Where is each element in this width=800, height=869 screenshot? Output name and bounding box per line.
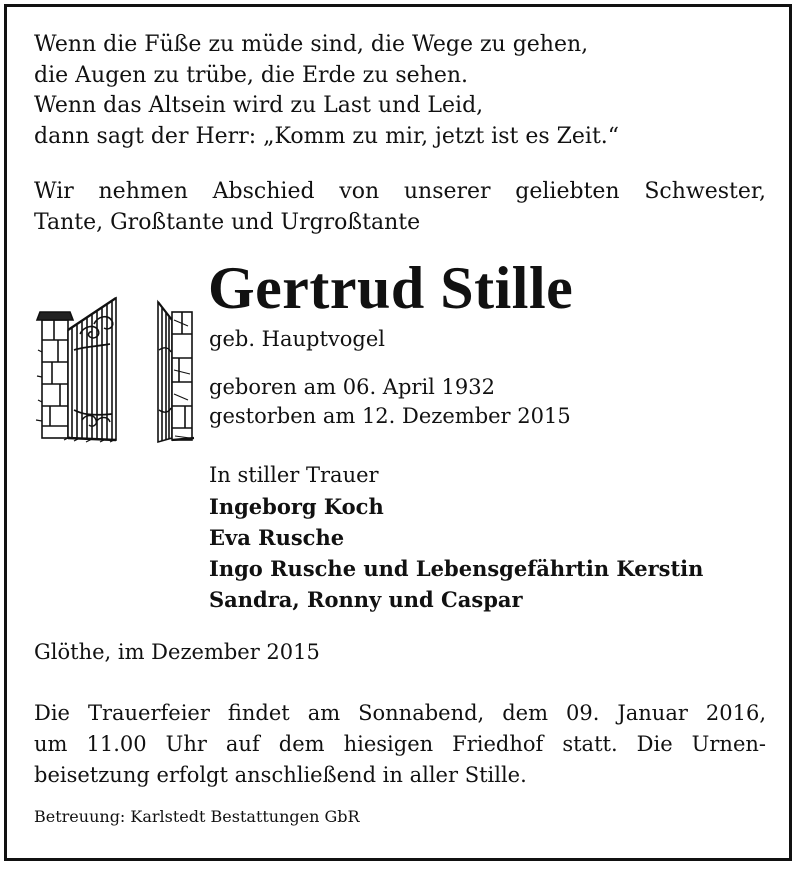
funeral-details-line: beisetzung erfolgt anschließend in aller Stille.	[34, 763, 527, 787]
mourner-name: Eva Rusche	[209, 525, 345, 550]
death-date: gestorben am 12. Dezember 2015	[209, 404, 571, 428]
mourner-name: Ingo Rusche und Lebensgefährtin Kerstin	[209, 556, 704, 581]
poem	[34, 30, 619, 152]
deceased-name: Gertrud Stille	[208, 255, 574, 321]
farewell-intro-line: Wir nehmen Abschied von unserer geliebten Schwester,	[34, 179, 766, 204]
funeral-home-note: Betreuung: Karlstedt Bestattungen GbR	[34, 807, 360, 826]
poem-line: Wenn die Füße zu müde sind, die Wege zu gehen,	[34, 32, 589, 57]
life-dates	[209, 373, 571, 431]
funeral-details-line: um 11.00 Uhr auf dem hiesigen Friedhof statt. Die Urnen-	[34, 732, 766, 756]
farewell-intro	[34, 176, 766, 238]
farewell-intro-line: Tante, Großtante und Urgroßtante	[34, 210, 421, 235]
funeral-details	[34, 698, 766, 791]
birth-date: geboren am 06. April 1932	[209, 375, 496, 399]
funeral-details-line: Die Trauerfeier findet am Sonnabend, dem 09. Januar 2016,	[34, 701, 766, 725]
mourner-name: Ingeborg Koch	[209, 494, 384, 519]
poem-line: die Augen zu trübe, die Erde zu sehen.	[34, 62, 469, 88]
mourners	[209, 460, 703, 615]
mourners-heading: In stiller Trauer	[209, 463, 379, 487]
place-and-date: Glöthe, im Dezember 2015	[34, 640, 320, 664]
poem-line: Wenn das Altsein wird zu Last und Leid,	[34, 93, 484, 118]
open-gate-icon	[34, 290, 196, 445]
maiden-name: geb. Hauptvogel	[209, 327, 385, 351]
poem-line: dann sagt der Herr: „Komm zu mir, jetzt ist es Zeit.“	[34, 123, 620, 149]
mourner-name: Sandra, Ronny und Caspar	[209, 587, 523, 612]
